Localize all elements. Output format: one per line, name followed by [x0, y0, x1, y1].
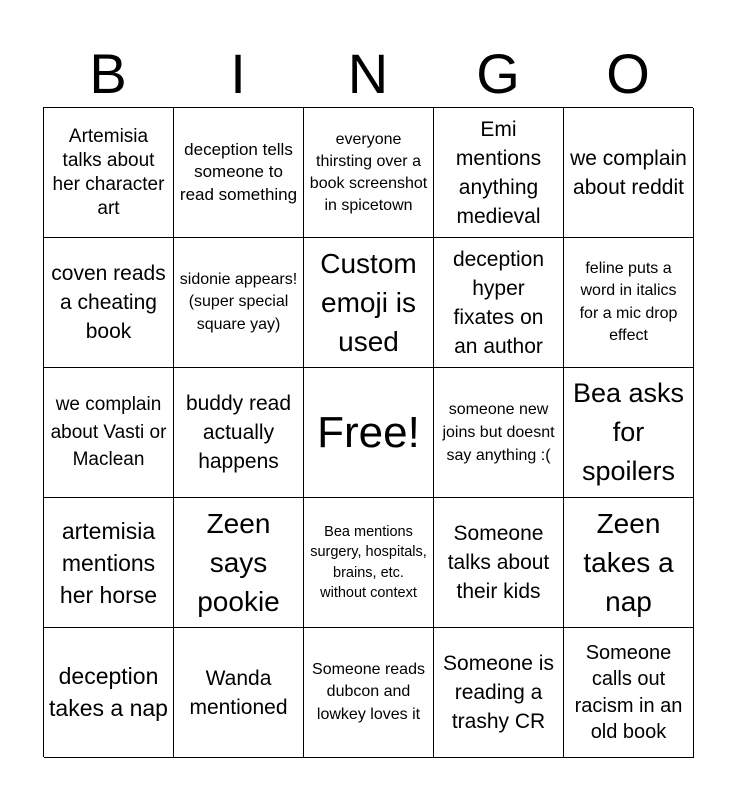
cell-text: Someone calls out racism in an old book [574, 641, 683, 743]
bingo-cell[interactable] [304, 238, 434, 368]
bingo-cell[interactable] [44, 498, 174, 628]
bingo-cell[interactable] [44, 628, 174, 758]
cell-text: Zeen takes a nap [583, 508, 674, 617]
cell-text: Someone talks about their kids [447, 522, 550, 603]
bingo-header [43, 42, 693, 106]
bingo-cell[interactable] [434, 238, 564, 368]
bingo-cell[interactable] [174, 108, 304, 238]
cell-text: we complain about Vasti or Maclean [50, 394, 167, 471]
cell-text: feline puts a word in italics for a mic drop effect [579, 259, 678, 344]
cell-text: deception tells someone to read something [179, 139, 298, 204]
bingo-cell[interactable] [564, 498, 694, 628]
bingo-cell[interactable] [434, 628, 564, 758]
bingo-cell[interactable] [174, 238, 304, 368]
cell-text: deception takes a nap [49, 663, 168, 721]
bingo-cell[interactable] [44, 108, 174, 238]
bingo-cell[interactable] [304, 498, 434, 628]
free-space-text: Free! [317, 407, 420, 457]
bingo-cell[interactable] [434, 108, 564, 238]
cell-text: deception hyper fixates on an author [452, 247, 545, 358]
bingo-cell[interactable] [174, 368, 304, 498]
cell-text: Artemisia talks about her character art [52, 125, 165, 219]
bingo-cell[interactable] [44, 238, 174, 368]
cell-text: Someone is reading a trashy CR [443, 652, 554, 733]
cell-text: sidonie appears! (super special square yay) [179, 270, 298, 333]
cell-text: Custom emoji is used [320, 248, 417, 357]
cell-text: we complain about reddit [570, 146, 687, 199]
cell-text: artemisia mentions her horse [59, 517, 158, 608]
bingo-cell[interactable] [304, 108, 434, 238]
header-letter-i: I [230, 42, 246, 105]
cell-text: someone new joins but doesnt say anything :( [442, 401, 555, 464]
bingo-cell[interactable] [44, 368, 174, 498]
bingo-cell[interactable] [434, 498, 564, 628]
bingo-cell[interactable] [434, 368, 564, 498]
bingo-cell[interactable] [174, 628, 304, 758]
header-letter-b: B [89, 42, 127, 105]
free-space-cell[interactable] [304, 368, 434, 498]
bingo-cell[interactable] [564, 238, 694, 368]
bingo-cell[interactable] [564, 108, 694, 238]
cell-text: Bea asks for spoilers [572, 378, 685, 486]
cell-text: Wanda mentioned [189, 666, 288, 719]
cell-text: everyone thirsting over a book screenshot in spicetown [309, 130, 428, 214]
cell-text: buddy read actually happens [185, 392, 292, 473]
bingo-cell[interactable] [564, 628, 694, 758]
header-letter-o: O [606, 42, 650, 105]
bingo-cell[interactable] [564, 368, 694, 498]
cell-text: Bea mentions surgery, hospitals, brains, etc. without context [310, 523, 427, 601]
bingo-grid [43, 107, 693, 757]
cell-text: Someone reads dubcon and lowkey loves it [312, 660, 425, 723]
bingo-cell[interactable] [304, 628, 434, 758]
bingo-cell[interactable] [174, 498, 304, 628]
header-letter-g: G [476, 42, 520, 105]
cell-text: coven reads a cheating book [51, 262, 166, 343]
cell-text: Zeen says pookie [197, 508, 280, 617]
header-letter-n: N [347, 42, 389, 105]
cell-text: Emi mentions anything medieval [455, 117, 542, 228]
